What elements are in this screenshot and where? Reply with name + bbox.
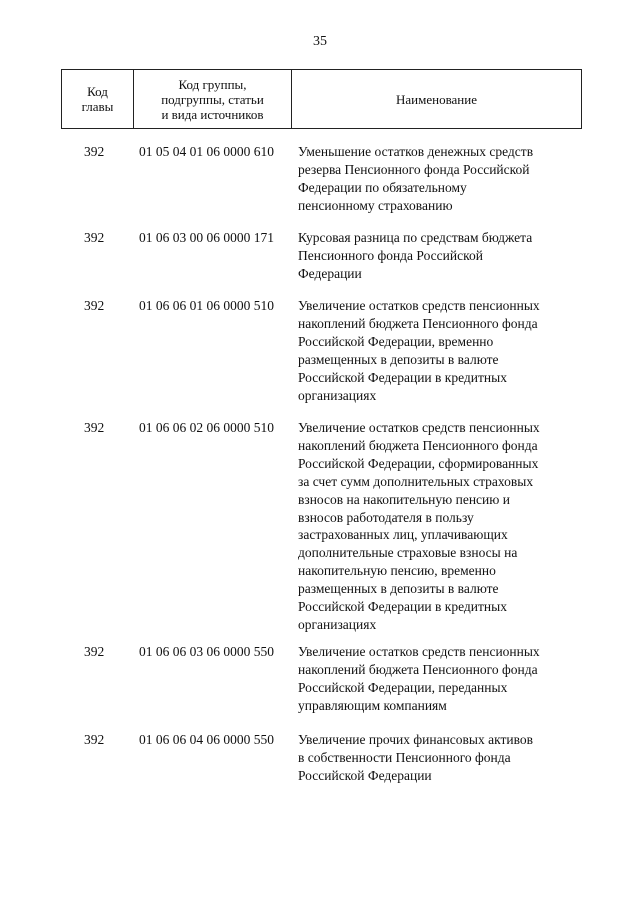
header-group-code: Код группы, подгруппы, статьи и вида источников bbox=[134, 70, 292, 129]
row-source-code: 01 06 06 01 06 0000 510 bbox=[139, 298, 274, 313]
table-header bbox=[61, 69, 582, 129]
row-chapter-code: 392 bbox=[84, 230, 105, 245]
row-source-code: 01 05 04 01 06 0000 610 bbox=[139, 144, 274, 159]
row-chapter-code: 392 bbox=[84, 420, 105, 435]
row-name: Увеличение прочих финансовых активов в собственности Пенсионного фонда Российской Федерации bbox=[298, 732, 534, 783]
row-name: Увеличение остатков средств пенсионных накоплений бюджета Пенсионного фонда Российской Федерации, сформированных за счет сумм дополнительных страховых взносов на накопительную пенсию и взносов работодателя в пользу застрахованных лиц, уплачивающих дополнительные страховые взносы на накопительную пенсию, временно размещенных в депозиты в валюте Российской Федерации в кредитных организациях bbox=[298, 420, 540, 632]
row-name: Увеличение остатков средств пенсионных накоплений бюджета Пенсионного фонда Российской Федерации, переданных управляющим компаниям bbox=[298, 644, 540, 713]
page-number: 35 bbox=[313, 34, 327, 49]
row-chapter-code: 392 bbox=[84, 644, 105, 659]
row-chapter-code: 392 bbox=[84, 144, 105, 159]
header-name: Наименование bbox=[292, 70, 582, 129]
row-chapter-code: 392 bbox=[84, 298, 105, 313]
row-chapter-code: 392 bbox=[84, 732, 105, 747]
row-name: Уменьшение остатков денежных средств резерва Пенсионного фонда Российской Федерации по обязательному пенсионному страхованию bbox=[298, 144, 534, 213]
row-name: Увеличение остатков средств пенсионных накоплений бюджета Пенсионного фонда Российской Федерации, временно размещенных в депозиты в валюте Российской Федерации в кредитных организациях bbox=[298, 298, 540, 403]
row-source-code: 01 06 06 04 06 0000 550 bbox=[139, 732, 274, 747]
header-chapter-code: Код главы bbox=[62, 70, 134, 129]
row-source-code: 01 06 03 00 06 0000 171 bbox=[139, 230, 274, 245]
row-source-code: 01 06 06 02 06 0000 510 bbox=[139, 420, 274, 435]
row-name: Курсовая разница по средствам бюджета Пенсионного фонда Российской Федерации bbox=[298, 230, 533, 281]
row-source-code: 01 06 06 03 06 0000 550 bbox=[139, 644, 274, 659]
